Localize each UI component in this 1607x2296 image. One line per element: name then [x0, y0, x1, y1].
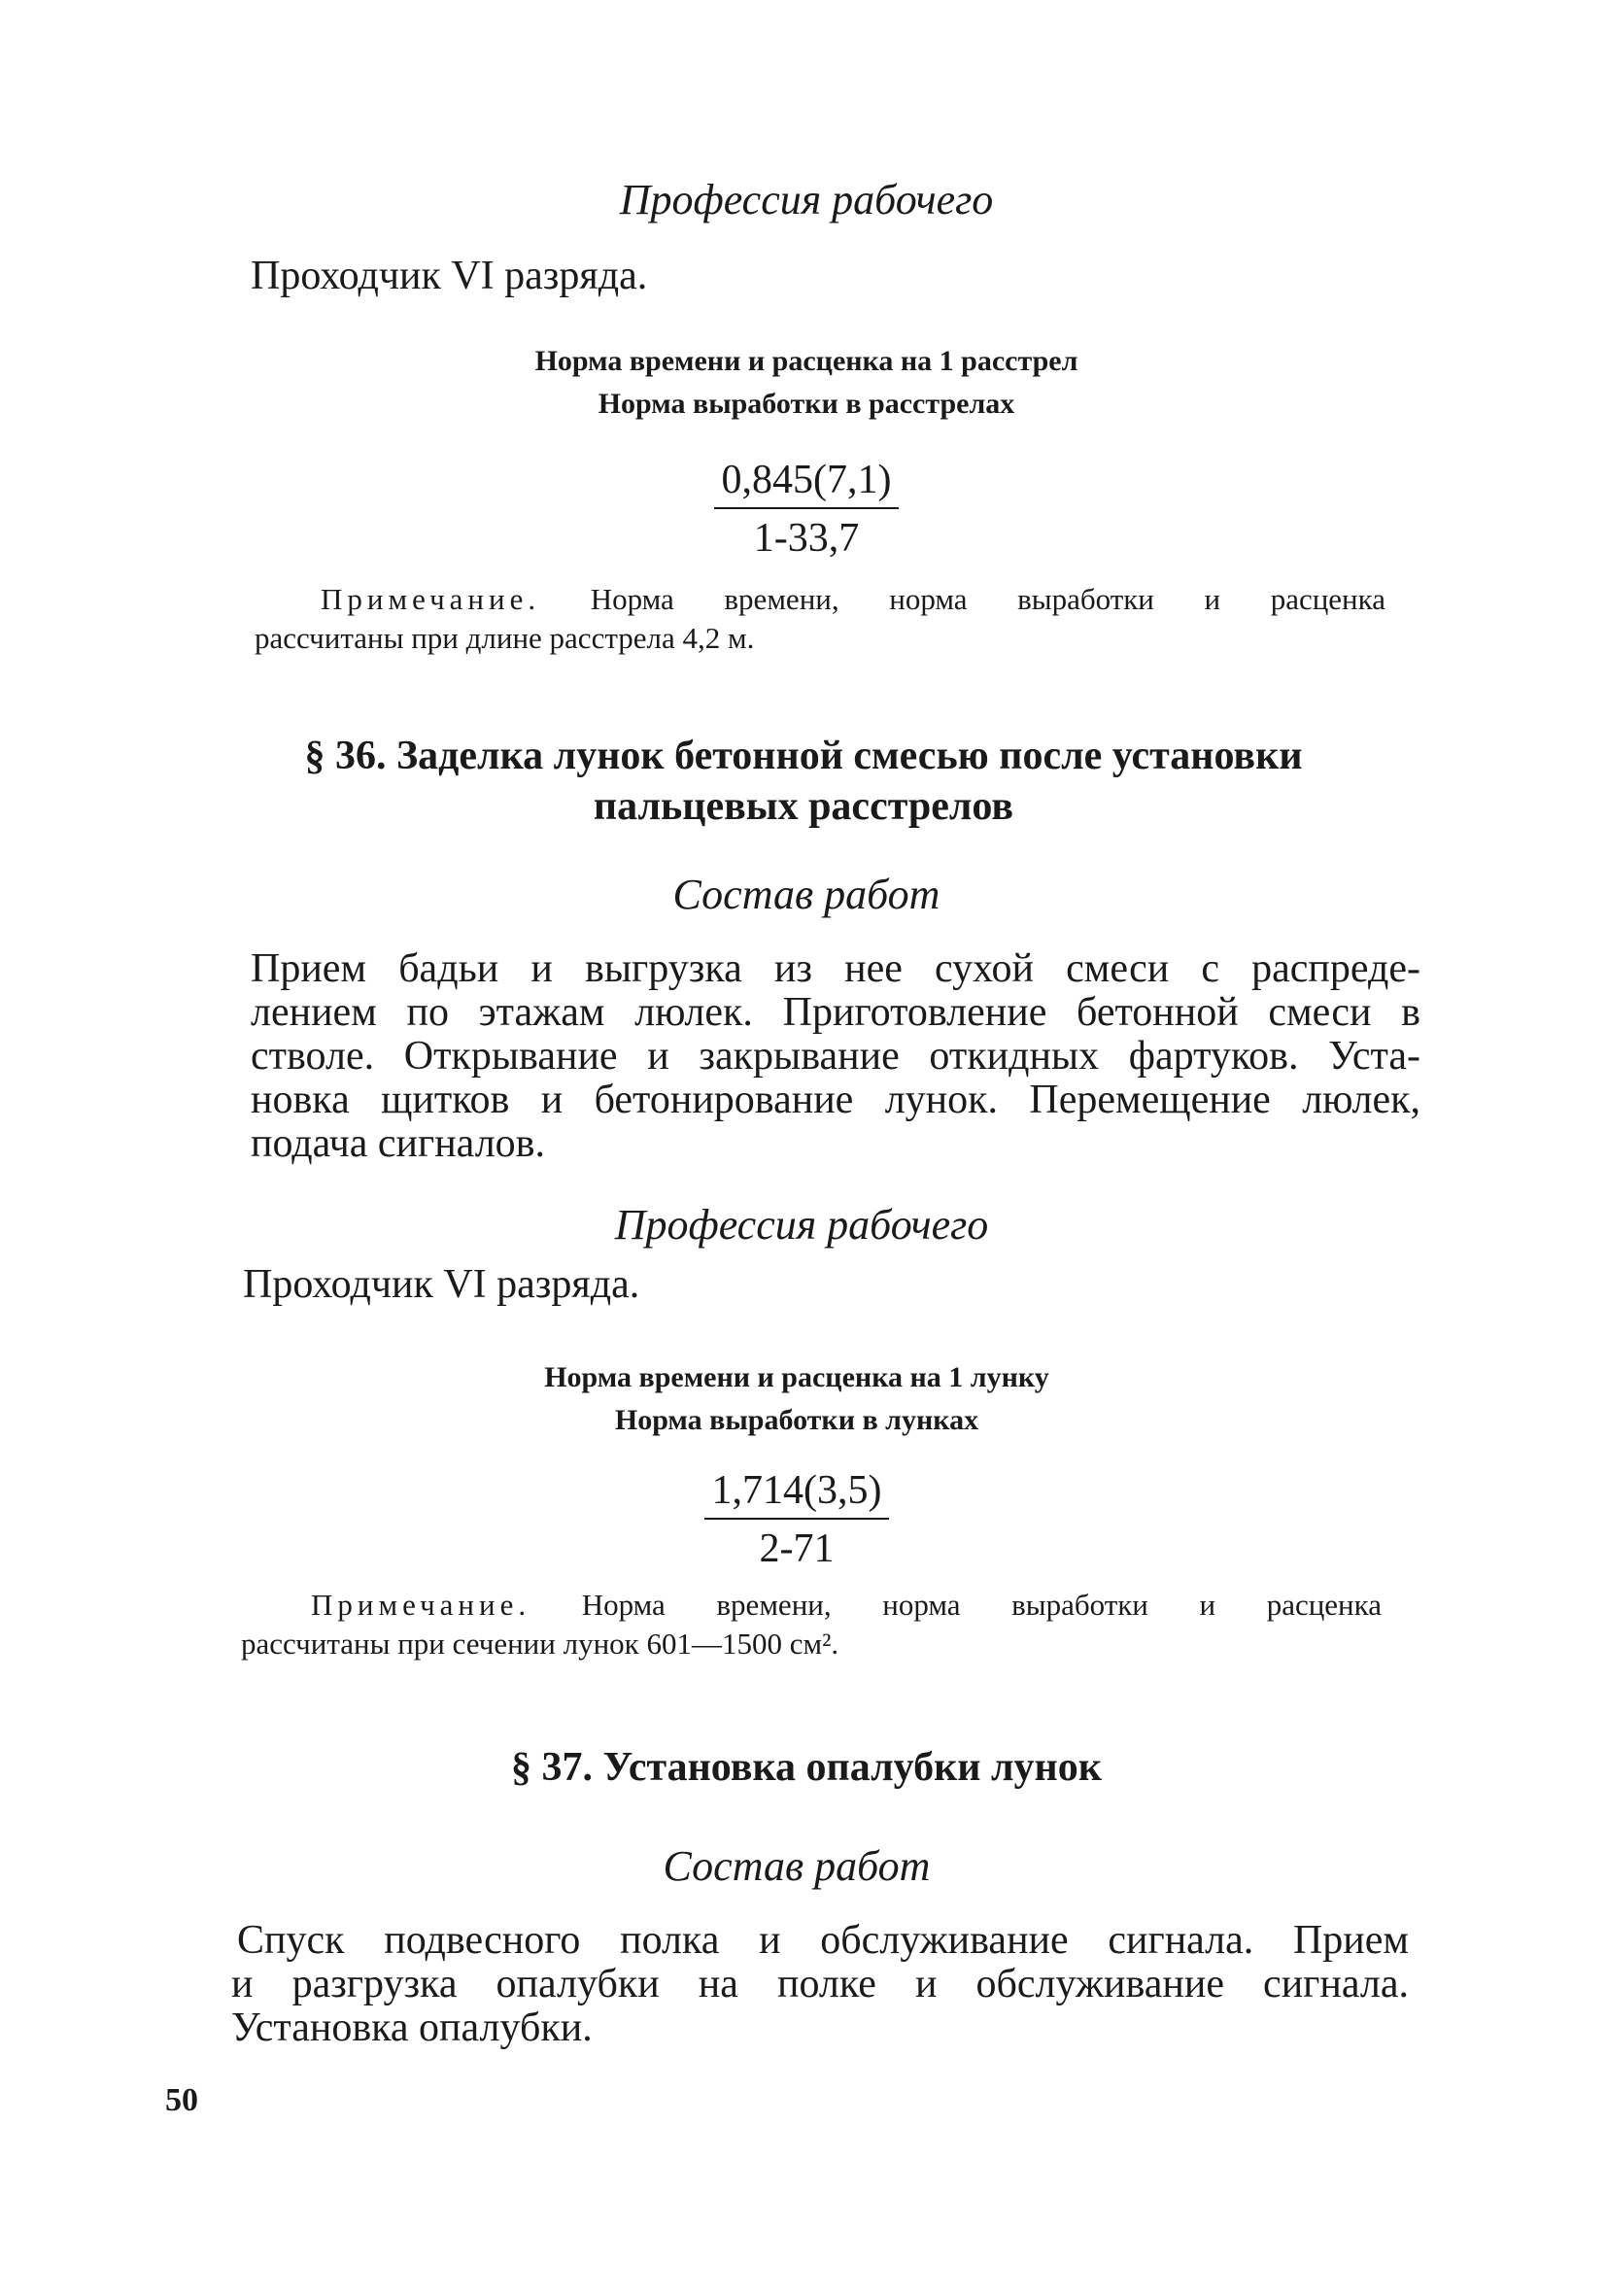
work-description	[251, 947, 1420, 1166]
paragraph-line: Установка опалубки.	[231, 2005, 593, 2050]
note-label: Примечание.	[321, 582, 541, 616]
paragraph-line: Прием бадьи и выгрузка из нее сухой смеси с распреде-	[251, 946, 1420, 991]
note-label: Примечание.	[311, 1588, 531, 1622]
section-title-line: пальцевых расстрелов	[593, 784, 1014, 829]
fraction-numerator: 0,845(7,1)	[714, 457, 900, 509]
profession-heading: Профессия рабочего	[614, 1201, 989, 1249]
note	[241, 1586, 1382, 1663]
norm-heading-line: Норма выработки в лунках	[614, 1404, 979, 1436]
paragraph-line: Спуск подвесного полка и обслуживание сигнала. Прием	[237, 1918, 1409, 1963]
norm-heading-line: Норма времени и расценка на 1 расстрел	[534, 345, 1078, 377]
fraction-denominator: 2-71	[759, 1526, 835, 1571]
fraction-numerator: 1,714(3,5)	[704, 1467, 890, 1520]
fraction-denominator: 1-33,7	[753, 516, 860, 561]
note-text: Норма времени, норма выработки и расценка	[590, 582, 1385, 616]
work-heading: Состав работ	[672, 871, 940, 918]
norm-heading-line: Норма выработки в расстрелах	[598, 388, 1015, 420]
worker-grade: Проходчик VI разряда.	[243, 1262, 640, 1307]
paragraph-line: подача сигналов.	[251, 1121, 545, 1166]
paragraph-line: стволе. Открывание и закрывание откидных фартуков. Уста-	[251, 1034, 1420, 1079]
norm-heading	[369, 340, 1244, 426]
section-title	[223, 731, 1384, 832]
norm-heading	[359, 1356, 1234, 1442]
work-heading: Состав работ	[663, 1842, 931, 1890]
note-text: рассчитаны при сечении лунок 601—1500 см².	[241, 1627, 839, 1661]
paragraph-line: новка щитков и бетонирование лунок. Перемещение люлек,	[251, 1078, 1420, 1122]
section-title: § 37. Установка опалубки лунок	[511, 1745, 1102, 1790]
page-number: 50	[165, 2082, 198, 2118]
norm-fraction	[651, 1467, 942, 1572]
paragraph-line: и разгрузка опалубки на полке и обслуживание сигнала.	[231, 1962, 1409, 2006]
note-text: Норма времени, норма выработки и расценка	[581, 1588, 1382, 1622]
paragraph-line: лением по этажам люлек. Приготовление бетонной смеси в	[251, 990, 1420, 1035]
norm-heading-line: Норма времени и расценка на 1 лунку	[544, 1361, 1049, 1393]
work-description	[231, 1919, 1409, 2050]
section-title-line: § 36. Заделка лунок бетонной смесью после установки	[304, 734, 1303, 778]
worker-grade: Проходчик VI разряда.	[251, 254, 648, 298]
norm-fraction	[661, 457, 952, 562]
note	[255, 580, 1385, 658]
note-text: рассчитаны при длине расстрела 4,2 м.	[255, 621, 755, 655]
profession-heading: Профессия рабочего	[619, 176, 994, 223]
